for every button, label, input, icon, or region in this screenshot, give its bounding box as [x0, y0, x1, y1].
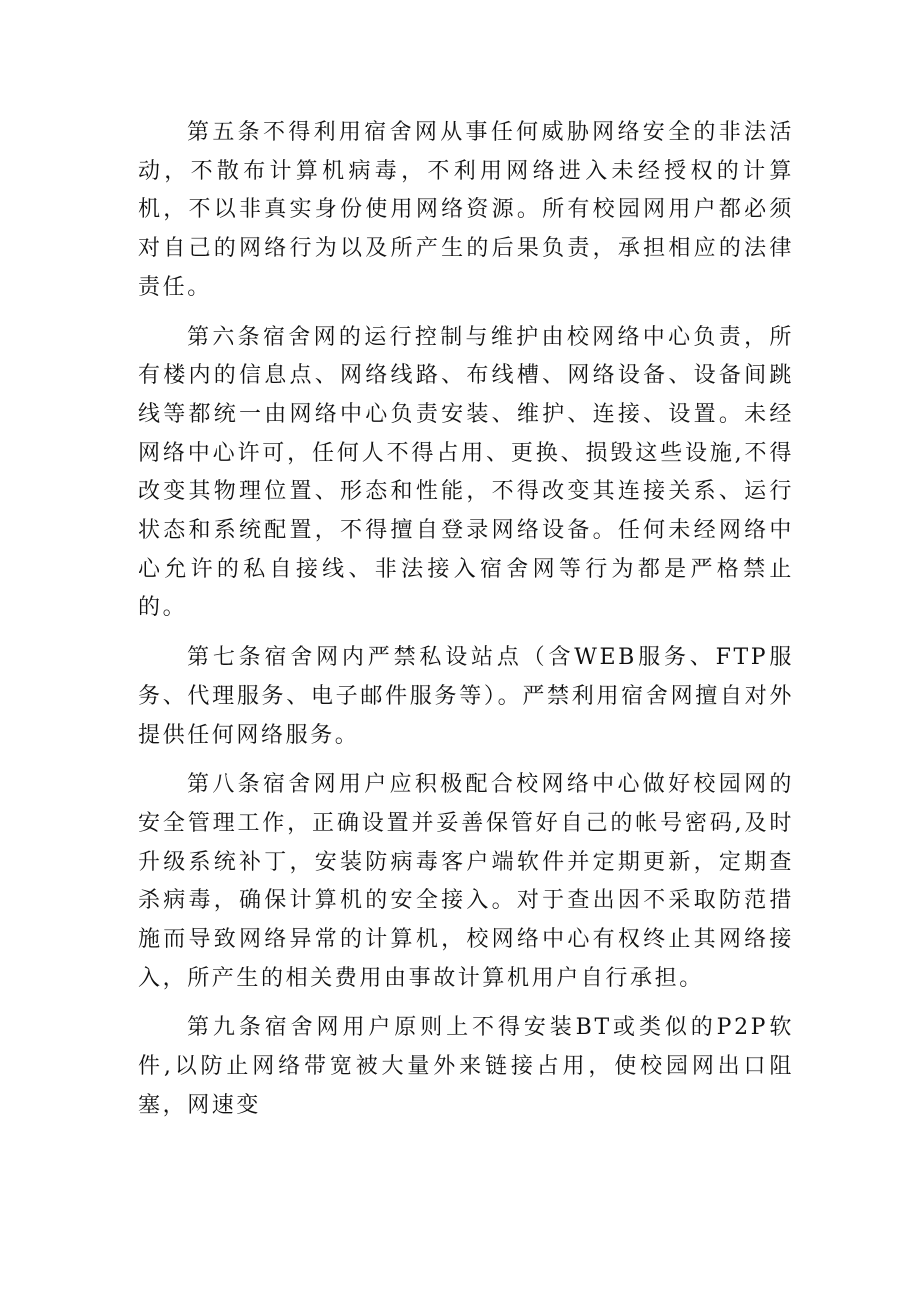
- article-6-paragraph: 第六条宿舍网的运行控制与维护由校网络中心负责，所有楼内的信息点、网络线路、布线槽、网络设备、设备间跳线等都统一由网络中心负责安装、维护、连接、设置。未经网络中心许可，任何人不得占用、更换、损毁这些设施,不得改变其物理位置、形态和性能，不得改变其连接关系、运行状态和系统配置，不得擅自登录网络设备。任何未经网络中心允许的私自接线、非法接入宿舍网等行为都是严格禁止的。: [138, 324, 794, 621]
- article-5-paragraph: 第五条不得利用宿舍网从事任何威胁网络安全的非法活动，不散布计算机病毒，不利用网络进入未经授权的计算机，不以非真实身份使用网络资源。所有校园网用户都必须对自己的网络行为以及所产生的后果负责，承担相应的法律责任。: [138, 120, 794, 300]
- article-9-paragraph: 第九条宿舍网用户原则上不得安装BT或类似的P2P软件,以防止网络带宽被大量外来链接占用，使校园网出口阻塞，网速变: [138, 1015, 794, 1118]
- article-8-paragraph: 第八条宿舍网用户应积极配合校网络中心做好校园网的安全管理工作，正确设置并妥善保管好自己的帐号密码,及时升级系统补丁，安装防病毒客户端软件并定期更新，定期查杀病毒，确保计算机的安全接入。对于查出因不采取防范措施而导致网络异常的计算机，校网络中心有权终止其网络接入，所产生的相关费用由事故计算机用户自行承担。: [138, 772, 794, 991]
- article-7-paragraph: 第七条宿舍网内严禁私设站点（含WEB服务、FTP服务、代理服务、电子邮件服务等）。严禁利用宿舍网擅自对外提供任何网络服务。: [138, 645, 794, 748]
- document-page: [138, 114, 794, 1126]
